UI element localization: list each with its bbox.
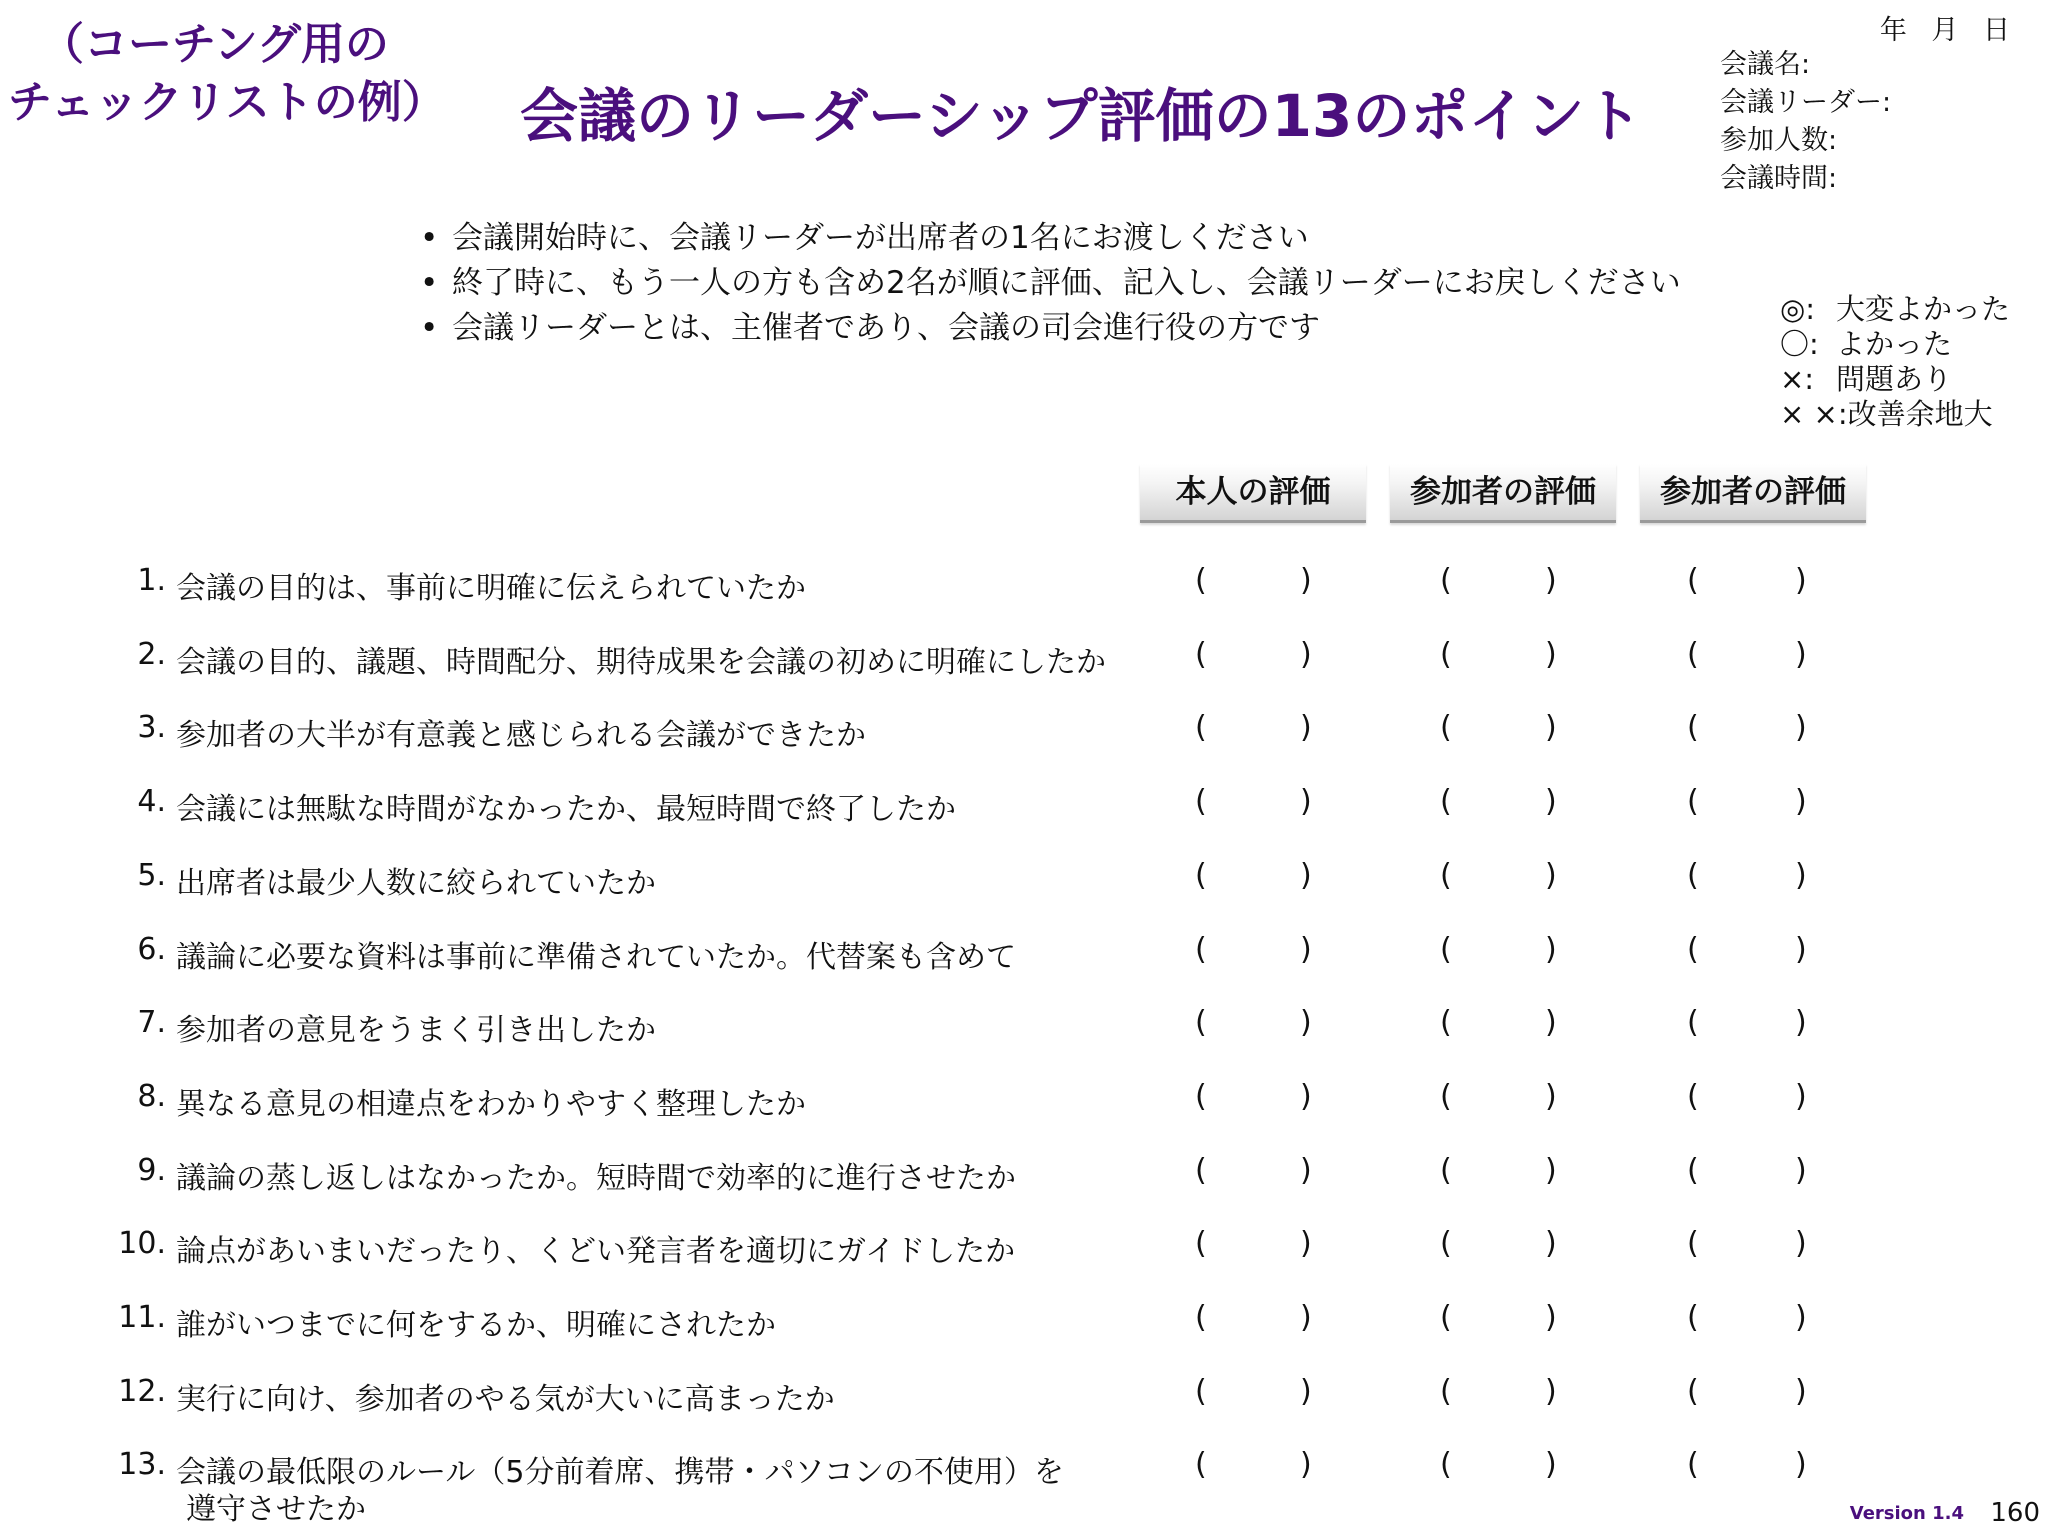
- question-text-line: 参加者の意見をうまく引き出したか: [176, 1013, 656, 1048]
- rating-slot-close-paren: ): [1300, 784, 1312, 819]
- question-row: [0, 858, 1900, 932]
- question-number: 10.: [118, 1226, 166, 1261]
- rating-slot-open-paren: (: [1440, 1005, 1452, 1040]
- participant-count-field: 参加人数:: [1720, 125, 1838, 156]
- question-row: [0, 710, 1900, 784]
- question-text: [176, 637, 1106, 681]
- version-label: Version 1.4: [1849, 1503, 1964, 1524]
- rating-slot-open-paren: (: [1440, 858, 1452, 893]
- rating-slot-close-paren: ): [1300, 1447, 1312, 1482]
- rating-legend: [1780, 292, 2010, 432]
- question-number: 11.: [118, 1300, 166, 1335]
- rating-slot-open-paren: (: [1195, 710, 1207, 745]
- rating-slot-open-paren: (: [1195, 1374, 1207, 1409]
- rating-slot-close-paren: ): [1795, 563, 1807, 598]
- question-number: 7.: [137, 1005, 166, 1040]
- question-text-line: 異なる意見の相違点をわかりやすく整理したか: [176, 1087, 806, 1122]
- question-number: 8.: [137, 1079, 166, 1114]
- rating-slot-close-paren: ): [1795, 1226, 1807, 1261]
- rating-slot-open-paren: (: [1687, 1005, 1699, 1040]
- legend-label: 問題あり: [1836, 362, 1953, 396]
- question-text: [176, 1153, 1016, 1197]
- rating-slot-close-paren: ): [1545, 1374, 1557, 1409]
- meeting-name-field: 会議名:: [1720, 49, 1811, 80]
- question-text-continuation: 遵守させたか: [186, 1492, 366, 1527]
- question-row: [0, 1079, 1900, 1153]
- rating-slot-close-paren: ): [1300, 858, 1312, 893]
- question-number: 12.: [118, 1374, 166, 1409]
- rating-slot-close-paren: ): [1300, 1374, 1312, 1409]
- rating-slot-open-paren: (: [1440, 563, 1452, 598]
- rating-slot-close-paren: ): [1545, 1005, 1557, 1040]
- legend-symbol: 〇:: [1780, 327, 1819, 361]
- rating-slot-open-paren: (: [1195, 858, 1207, 893]
- rating-slot-open-paren: (: [1440, 932, 1452, 967]
- question-text: [176, 563, 806, 607]
- rating-slot-open-paren: (: [1440, 1079, 1452, 1114]
- corner-label-line1: （コーチング用の: [40, 19, 389, 70]
- rating-slot-open-paren: (: [1195, 1005, 1207, 1040]
- rating-slot-open-paren: (: [1687, 1447, 1699, 1482]
- question-text: [176, 710, 866, 754]
- question-text: [176, 1300, 776, 1344]
- rating-slot-close-paren: ): [1795, 1079, 1807, 1114]
- question-number: 6.: [137, 932, 166, 967]
- question-text-line: 論点があいまいだったり、くどい発言者を適切にガイドしたか: [176, 1234, 1016, 1269]
- page-number: 160: [1990, 1498, 2040, 1528]
- question-text: [176, 784, 956, 828]
- rating-slot-open-paren: (: [1440, 1447, 1452, 1482]
- question-text: [176, 1447, 1064, 1529]
- rating-slot-open-paren: (: [1440, 1374, 1452, 1409]
- question-number: 4.: [137, 784, 166, 819]
- rating-slot-close-paren: ): [1545, 563, 1557, 598]
- question-text-line: 議論に必要な資料は事前に準備されていたか。代替案も含めて: [176, 940, 1016, 975]
- question-number: 3.: [137, 710, 166, 745]
- rating-slot-open-paren: (: [1440, 710, 1452, 745]
- rating-slot-close-paren: ): [1300, 932, 1312, 967]
- legend-label: 改善余地大: [1847, 397, 1993, 431]
- legend-row: [1780, 397, 2010, 432]
- question-row: [0, 1447, 1900, 1527]
- question-row: [0, 563, 1900, 637]
- rating-slot-close-paren: ): [1300, 563, 1312, 598]
- legend-symbol: × ×:: [1780, 397, 1848, 431]
- rating-slot-open-paren: (: [1687, 1079, 1699, 1114]
- instruction-item: • 終了時に、もう一人の方も含め2名が順に評価、記入し、会議リーダーにお戻しください: [420, 261, 1681, 306]
- column-header-participant-2: 参加者の評価: [1640, 464, 1866, 523]
- rating-slot-close-paren: ): [1300, 1005, 1312, 1040]
- rating-slot-open-paren: (: [1195, 1447, 1207, 1482]
- rating-slot-open-paren: (: [1687, 637, 1699, 672]
- rating-slot-close-paren: ): [1795, 784, 1807, 819]
- instruction-item: • 会議リーダーとは、主催者であり、会議の司会進行役の方です: [420, 306, 1681, 351]
- rating-slot-open-paren: (: [1195, 1300, 1207, 1335]
- rating-slot-open-paren: (: [1687, 1300, 1699, 1335]
- question-text: [176, 1079, 806, 1123]
- rating-slot-open-paren: (: [1687, 710, 1699, 745]
- rating-slot-close-paren: ): [1795, 858, 1807, 893]
- rating-slot-close-paren: ): [1545, 1447, 1557, 1482]
- rating-slot-close-paren: ): [1300, 1079, 1312, 1114]
- rating-slot-close-paren: ): [1795, 1447, 1807, 1482]
- question-text: [176, 858, 656, 902]
- rating-slot-open-paren: (: [1687, 1226, 1699, 1261]
- rating-slot-close-paren: ): [1300, 1300, 1312, 1335]
- question-text-line: 議論の蒸し返しはなかったか。短時間で効率的に進行させたか: [176, 1161, 1016, 1196]
- rating-slot-open-paren: (: [1440, 784, 1452, 819]
- question-text-line: 実行に向け、参加者のやる気が大いに高まったか: [176, 1382, 835, 1417]
- rating-slot-close-paren: ): [1545, 1079, 1557, 1114]
- legend-row: [1780, 327, 2010, 362]
- question-row: [0, 1005, 1900, 1079]
- rating-slot-open-paren: (: [1195, 1226, 1207, 1261]
- rating-slot-open-paren: (: [1440, 1300, 1452, 1335]
- question-text: [176, 932, 1016, 976]
- question-text-line: 会議の最低限のルール（5分前着席、携帯・パソコンの不使用）を: [176, 1455, 1064, 1490]
- rating-slot-close-paren: ): [1545, 1300, 1557, 1335]
- rating-slot-close-paren: ): [1545, 1153, 1557, 1188]
- question-text: [176, 1374, 835, 1418]
- rating-slot-open-paren: (: [1195, 637, 1207, 672]
- question-number: 2.: [137, 637, 166, 672]
- rating-slot-close-paren: ): [1300, 710, 1312, 745]
- rating-slot-close-paren: ): [1300, 637, 1312, 672]
- rating-slot-open-paren: (: [1440, 637, 1452, 672]
- question-text-line: 会議の目的、議題、時間配分、期待成果を会議の初めに明確にしたか: [176, 645, 1106, 680]
- question-number: 9.: [137, 1153, 166, 1188]
- legend-row: [1780, 292, 2010, 327]
- rating-slot-open-paren: (: [1687, 858, 1699, 893]
- rating-slot-close-paren: ): [1545, 858, 1557, 893]
- question-row: [0, 1374, 1900, 1448]
- question-text-line: 会議には無駄な時間がなかったか、最短時間で終了したか: [176, 792, 956, 827]
- rating-slot-open-paren: (: [1687, 932, 1699, 967]
- corner-label-line2: チェックリストの例）: [8, 77, 446, 128]
- rating-slot-open-paren: (: [1687, 563, 1699, 598]
- rating-slot-close-paren: ): [1795, 1005, 1807, 1040]
- question-number: 5.: [137, 858, 166, 893]
- question-row: [0, 784, 1900, 858]
- rating-slot-close-paren: ): [1795, 710, 1807, 745]
- question-text: [176, 1226, 1015, 1270]
- question-number: 13.: [118, 1447, 166, 1482]
- column-header-participant-1: 参加者の評価: [1390, 464, 1616, 523]
- question-row: [0, 637, 1900, 711]
- legend-symbol: ◎:: [1780, 292, 1816, 326]
- rating-slot-close-paren: ): [1795, 1153, 1807, 1188]
- rating-slot-close-paren: ): [1545, 637, 1557, 672]
- rating-slot-close-paren: ): [1795, 1374, 1807, 1409]
- meeting-time-field: 会議時間:: [1720, 163, 1838, 194]
- rating-slot-close-paren: ): [1545, 710, 1557, 745]
- meeting-info: [1720, 46, 1891, 198]
- rating-slot-open-paren: (: [1195, 563, 1207, 598]
- question-row: [0, 1300, 1900, 1374]
- question-number: 1.: [137, 563, 166, 598]
- rating-slot-close-paren: ): [1545, 784, 1557, 819]
- date-label: 年 月 日: [1879, 15, 2018, 46]
- legend-row: [1780, 362, 2010, 397]
- question-text-line: 出席者は最少人数に絞られていたか: [176, 866, 656, 901]
- question-text-line: 参加者の大半が有意義と感じられる会議ができたか: [176, 718, 866, 753]
- rating-slot-close-paren: ): [1795, 932, 1807, 967]
- rating-slot-open-paren: (: [1195, 1079, 1207, 1114]
- meeting-leader-field: 会議リーダー:: [1720, 87, 1892, 118]
- question-text-line: 誰がいつまでに何をするか、明確にされたか: [176, 1308, 776, 1343]
- instruction-item: • 会議開始時に、会議リーダーが出席者の1名にお渡しください: [420, 216, 1681, 261]
- column-header-self: 本人の評価: [1140, 464, 1366, 523]
- rating-slot-close-paren: ): [1795, 1300, 1807, 1335]
- rating-slot-close-paren: ): [1300, 1226, 1312, 1261]
- rating-slot-close-paren: ): [1545, 932, 1557, 967]
- rating-slot-open-paren: (: [1687, 784, 1699, 819]
- rating-slot-open-paren: (: [1440, 1153, 1452, 1188]
- page-title: 会議のリーダーシップ評価の13のポイント: [520, 82, 1643, 150]
- rating-slot-open-paren: (: [1687, 1153, 1699, 1188]
- question-row: [0, 1153, 1900, 1227]
- instruction-list: [420, 216, 1681, 351]
- rating-slot-open-paren: (: [1440, 1226, 1452, 1261]
- question-text: [176, 1005, 656, 1049]
- legend-symbol: ×:: [1780, 362, 1815, 396]
- rating-slot-open-paren: (: [1687, 1374, 1699, 1409]
- rating-slot-open-paren: (: [1195, 1153, 1207, 1188]
- rating-slot-close-paren: ): [1795, 637, 1807, 672]
- corner-label: [8, 16, 446, 132]
- question-row: [0, 1226, 1900, 1300]
- legend-label: 大変よかった: [1836, 292, 2011, 326]
- rating-slot-close-paren: ): [1545, 1226, 1557, 1261]
- rating-slot-open-paren: (: [1195, 784, 1207, 819]
- rating-slot-open-paren: (: [1195, 932, 1207, 967]
- rating-slot-close-paren: ): [1300, 1153, 1312, 1188]
- question-row: [0, 932, 1900, 1006]
- question-text-line: 会議の目的は、事前に明確に伝えられていたか: [176, 571, 806, 606]
- legend-label: よかった: [1836, 327, 1953, 361]
